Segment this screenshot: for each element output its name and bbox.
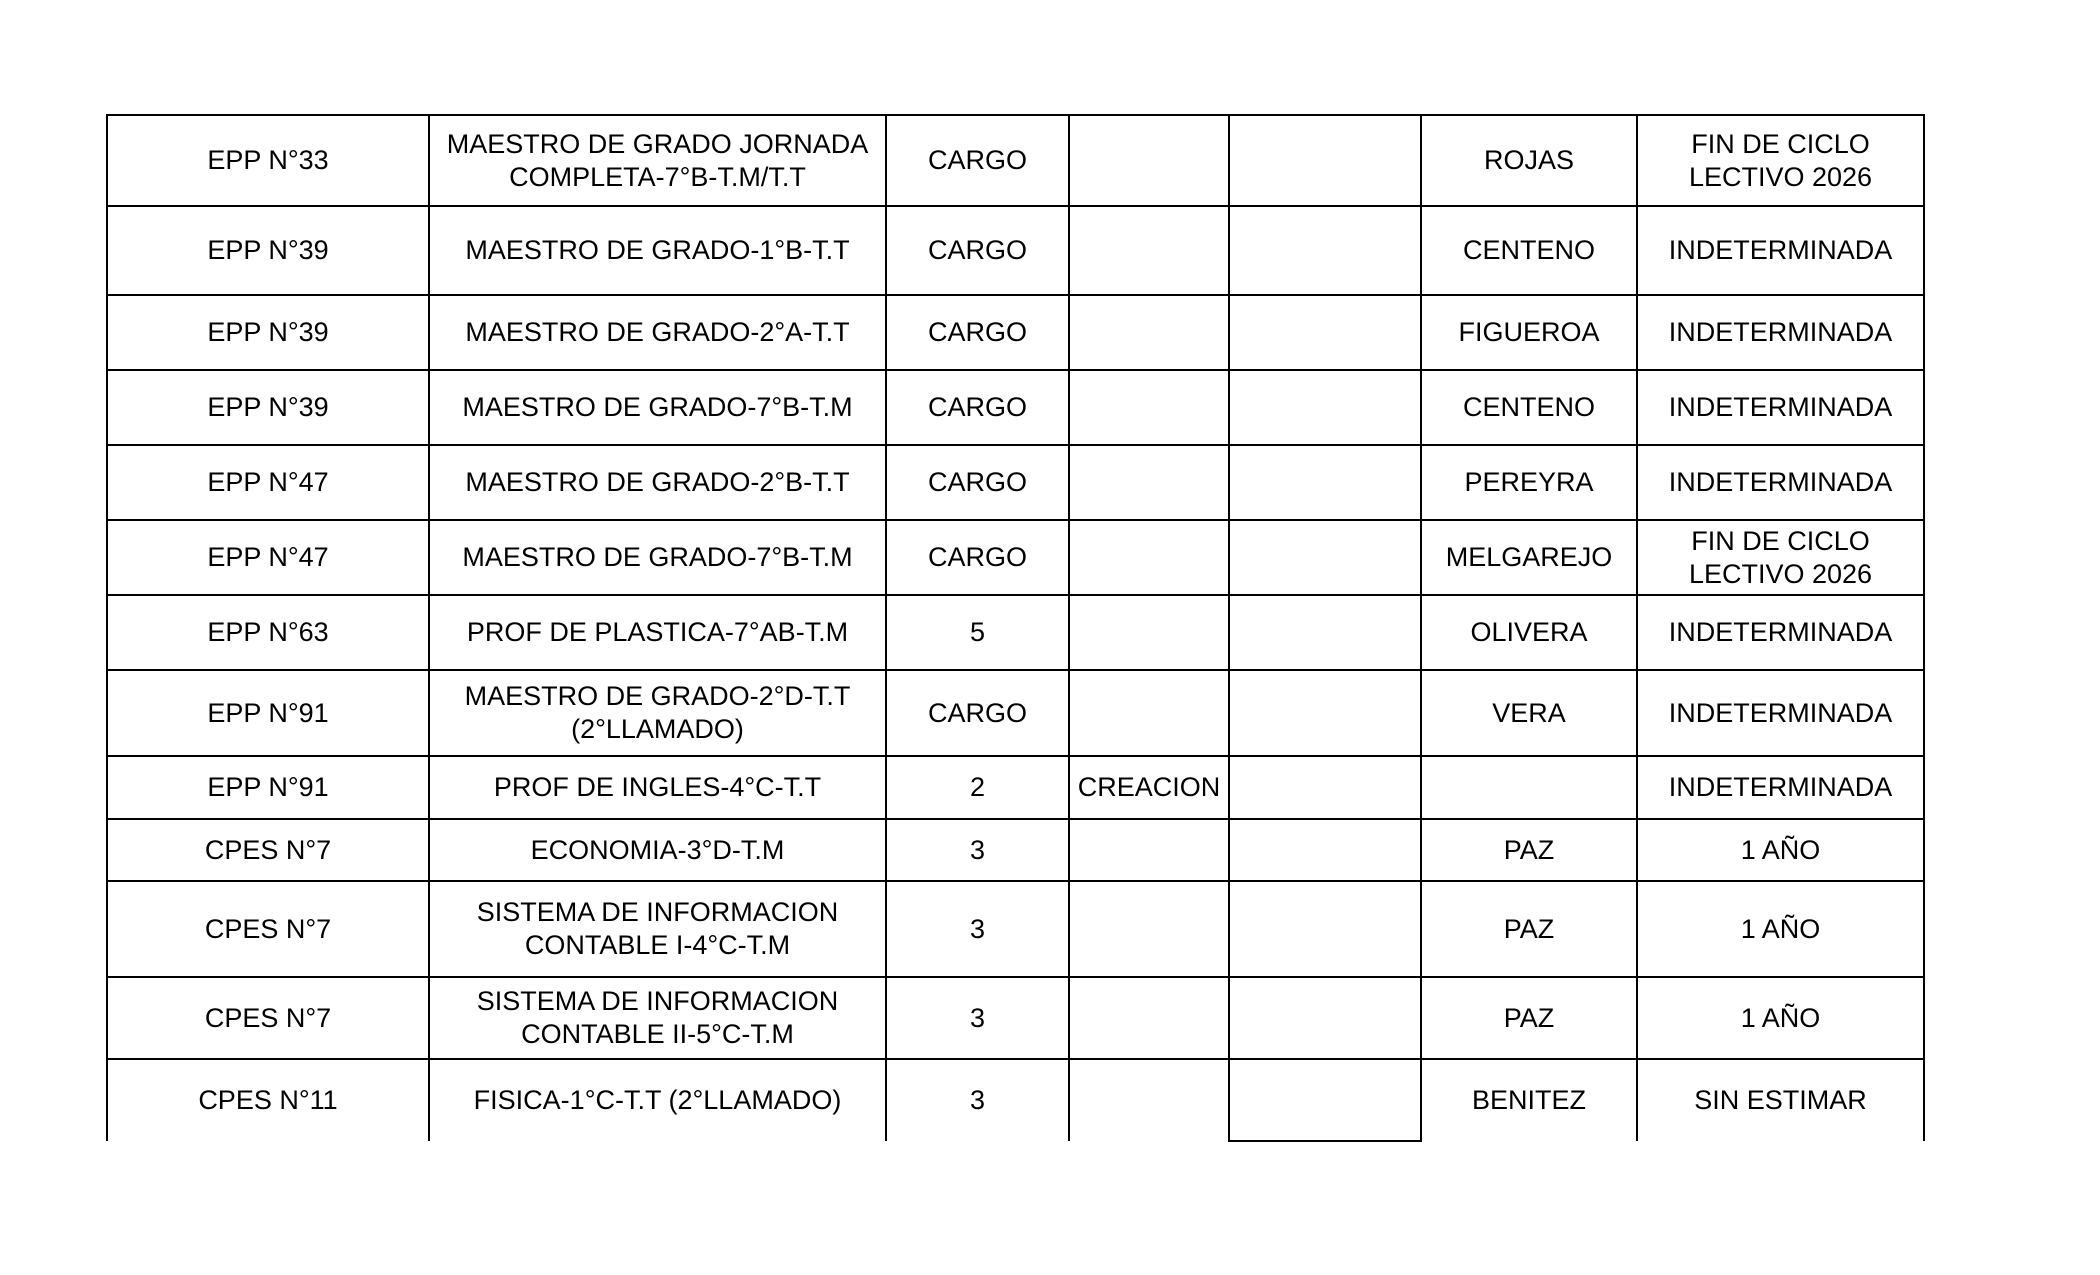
school-cell bbox=[107, 881, 429, 977]
school-cell bbox=[107, 295, 429, 370]
position-cell-text: SISTEMA DE INFORMACION CONTABLE I-4°C-T.M bbox=[476, 897, 839, 960]
hours-cell-text: CARGO bbox=[927, 145, 1027, 175]
duration-cell bbox=[1637, 756, 1924, 819]
duration-cell bbox=[1637, 295, 1924, 370]
holder-cell bbox=[1421, 520, 1637, 595]
school-cell bbox=[107, 670, 429, 756]
table-row bbox=[107, 756, 1924, 819]
position-cell-text: PROF DE INGLES-4°C-T.T bbox=[493, 772, 822, 802]
hours-cell bbox=[886, 595, 1069, 670]
holder-cell-text: ROJAS bbox=[1483, 145, 1575, 175]
hours-cell-text: CARGO bbox=[927, 467, 1027, 497]
holder-cell-text: BENITEZ bbox=[1471, 1085, 1586, 1115]
reason-cell bbox=[1069, 1059, 1229, 1141]
reason-cell bbox=[1069, 977, 1229, 1059]
duration-cell bbox=[1637, 445, 1924, 520]
holder-cell bbox=[1421, 819, 1637, 881]
holder-cell bbox=[1421, 595, 1637, 670]
holder-cell-text: CENTENO bbox=[1462, 392, 1595, 422]
reason-cell bbox=[1069, 206, 1229, 295]
holder-cell bbox=[1421, 115, 1637, 206]
position-cell bbox=[429, 819, 886, 881]
position-cell bbox=[429, 881, 886, 977]
duration-cell-text: FIN DE CICLO LECTIVO 2026 bbox=[1688, 128, 1873, 192]
holder-cell-text: PAZ bbox=[1503, 913, 1555, 944]
blank-cell bbox=[1229, 206, 1421, 295]
position-cell bbox=[429, 445, 886, 520]
duration-cell bbox=[1637, 881, 1924, 977]
school-cell bbox=[107, 595, 429, 670]
blank-cell bbox=[1229, 370, 1421, 445]
hours-cell bbox=[886, 756, 1069, 819]
school-cell bbox=[107, 445, 429, 520]
blank-cell bbox=[1229, 881, 1421, 977]
position-cell-text: MAESTRO DE GRADO-7°B-T.M bbox=[462, 392, 853, 422]
school-cell-text: EPP N°33 bbox=[207, 145, 329, 175]
reason-cell bbox=[1069, 445, 1229, 520]
table-row bbox=[107, 206, 1924, 295]
school-cell-text: EPP N°39 bbox=[207, 392, 329, 422]
hours-cell bbox=[886, 670, 1069, 756]
duration-cell bbox=[1637, 819, 1924, 881]
holder-cell bbox=[1421, 445, 1637, 520]
table-row bbox=[107, 520, 1924, 595]
hours-cell bbox=[886, 881, 1069, 977]
school-cell-text: EPP N°39 bbox=[207, 235, 329, 265]
duration-cell bbox=[1637, 1059, 1924, 1141]
school-cell-text: EPP N°91 bbox=[207, 697, 329, 728]
hours-cell bbox=[886, 819, 1069, 881]
duration-cell-text: INDETERMINADA bbox=[1668, 617, 1893, 647]
vacancy-table bbox=[106, 114, 1925, 1142]
duration-cell-text: INDETERMINADA bbox=[1668, 772, 1893, 802]
table-row bbox=[107, 370, 1924, 445]
reason-cell bbox=[1069, 115, 1229, 206]
blank-cell bbox=[1229, 819, 1421, 881]
position-cell-text: MAESTRO DE GRADO-2°D-T.T (2°LLAMADO) bbox=[464, 681, 851, 744]
position-cell-text: MAESTRO DE GRADO JORNADA COMPLETA-7°B-T.M/T.T bbox=[446, 128, 869, 192]
blank-cell bbox=[1229, 520, 1421, 595]
holder-cell bbox=[1421, 370, 1637, 445]
holder-cell bbox=[1421, 977, 1637, 1059]
position-cell-text: ECONOMIA-3°D-T.M bbox=[530, 834, 785, 865]
position-cell bbox=[429, 206, 886, 295]
duration-cell-text: INDETERMINADA bbox=[1668, 317, 1893, 347]
hours-cell-text: CARGO bbox=[927, 697, 1027, 728]
school-cell-text: EPP N°63 bbox=[207, 617, 329, 647]
position-cell bbox=[429, 977, 886, 1059]
holder-cell-text: FIGUEROA bbox=[1458, 317, 1600, 347]
duration-cell bbox=[1637, 370, 1924, 445]
blank-cell bbox=[1229, 115, 1421, 206]
duration-cell-text: INDETERMINADA bbox=[1668, 467, 1893, 497]
duration-cell-text: SIN ESTIMAR bbox=[1694, 1085, 1867, 1115]
hours-cell-text: 3 bbox=[969, 1085, 986, 1115]
reason-cell bbox=[1069, 756, 1229, 819]
hours-cell-text: 3 bbox=[969, 1002, 986, 1033]
position-cell-text: FISICA-1°C-T.T (2°LLAMADO) bbox=[473, 1085, 842, 1115]
blank-cell bbox=[1229, 670, 1421, 756]
position-cell-text: MAESTRO DE GRADO-7°B-T.M bbox=[462, 542, 853, 572]
reason-cell bbox=[1069, 295, 1229, 370]
reason-cell bbox=[1069, 595, 1229, 670]
school-cell-text: EPP N°91 bbox=[207, 772, 329, 802]
school-cell bbox=[107, 370, 429, 445]
hours-cell bbox=[886, 520, 1069, 595]
holder-cell bbox=[1421, 206, 1637, 295]
duration-cell bbox=[1637, 206, 1924, 295]
blank-cell bbox=[1229, 1059, 1421, 1141]
school-cell bbox=[107, 1059, 429, 1141]
blank-cell bbox=[1229, 445, 1421, 520]
position-cell-text: MAESTRO DE GRADO-2°A-T.T bbox=[465, 317, 850, 347]
duration-cell-text: INDETERMINADA bbox=[1668, 392, 1893, 422]
duration-cell-text: 1 AÑO bbox=[1740, 1002, 1821, 1033]
school-cell bbox=[107, 756, 429, 819]
duration-cell bbox=[1637, 595, 1924, 670]
hours-cell bbox=[886, 977, 1069, 1059]
holder-cell-text: CENTENO bbox=[1462, 235, 1595, 265]
school-cell bbox=[107, 819, 429, 881]
table-row bbox=[107, 115, 1924, 206]
holder-cell bbox=[1421, 670, 1637, 756]
reason-cell bbox=[1069, 819, 1229, 881]
school-cell-text: CPES N°7 bbox=[204, 1002, 332, 1033]
duration-cell-text: INDETERMINADA bbox=[1668, 697, 1893, 728]
school-cell-text: CPES N°11 bbox=[198, 1085, 338, 1115]
holder-cell-text: PAZ bbox=[1503, 834, 1555, 865]
position-cell bbox=[429, 670, 886, 756]
position-cell-text: SISTEMA DE INFORMACION CONTABLE II-5°C-T.M bbox=[476, 986, 839, 1049]
position-cell-text: PROF DE PLASTICA-7°AB-T.M bbox=[466, 617, 849, 647]
position-cell-text: MAESTRO DE GRADO-2°B-T.T bbox=[465, 467, 850, 497]
position-cell bbox=[429, 520, 886, 595]
school-cell-text: EPP N°47 bbox=[207, 542, 329, 572]
holder-cell-text: MELGAREJO bbox=[1445, 542, 1613, 572]
hours-cell bbox=[886, 445, 1069, 520]
table-body bbox=[107, 115, 1924, 1141]
holder-cell-text: VERA bbox=[1492, 697, 1566, 728]
holder-cell bbox=[1421, 295, 1637, 370]
school-cell bbox=[107, 115, 429, 206]
holder-cell bbox=[1421, 1059, 1637, 1141]
holder-cell-text: PEREYRA bbox=[1464, 467, 1594, 497]
holder-cell-text: OLIVERA bbox=[1470, 617, 1588, 647]
blank-cell bbox=[1229, 756, 1421, 819]
school-cell bbox=[107, 520, 429, 595]
position-cell bbox=[429, 115, 886, 206]
school-cell-text: CPES N°7 bbox=[204, 834, 332, 865]
position-cell bbox=[429, 595, 886, 670]
table-row bbox=[107, 1059, 1924, 1141]
hours-cell-text: 3 bbox=[969, 834, 986, 865]
holder-cell bbox=[1421, 881, 1637, 977]
blank-cell bbox=[1229, 977, 1421, 1059]
school-cell bbox=[107, 977, 429, 1059]
blank-cell bbox=[1229, 295, 1421, 370]
hours-cell-text: 3 bbox=[969, 913, 986, 944]
table-row bbox=[107, 881, 1924, 977]
hours-cell-text: CARGO bbox=[927, 392, 1027, 422]
duration-cell bbox=[1637, 520, 1924, 595]
hours-cell bbox=[886, 115, 1069, 206]
hours-cell-text: 5 bbox=[969, 617, 986, 647]
table-row bbox=[107, 595, 1924, 670]
table-row bbox=[107, 819, 1924, 881]
reason-cell bbox=[1069, 881, 1229, 977]
school-cell-text: EPP N°39 bbox=[207, 317, 329, 347]
reason-cell bbox=[1069, 370, 1229, 445]
hours-cell bbox=[886, 370, 1069, 445]
position-cell bbox=[429, 1059, 886, 1141]
duration-cell bbox=[1637, 115, 1924, 206]
position-cell-text: MAESTRO DE GRADO-1°B-T.T bbox=[465, 235, 850, 265]
holder-cell bbox=[1421, 756, 1637, 819]
reason-cell bbox=[1069, 520, 1229, 595]
hours-cell-text: CARGO bbox=[927, 235, 1027, 265]
duration-cell bbox=[1637, 670, 1924, 756]
duration-cell bbox=[1637, 977, 1924, 1059]
hours-cell-text: CARGO bbox=[927, 317, 1027, 347]
position-cell bbox=[429, 370, 886, 445]
duration-cell-text: FIN DE CICLO LECTIVO 2026 bbox=[1688, 525, 1873, 589]
table-row bbox=[107, 977, 1924, 1059]
position-cell bbox=[429, 295, 886, 370]
duration-cell-text: 1 AÑO bbox=[1740, 834, 1821, 865]
table-row bbox=[107, 445, 1924, 520]
hours-cell bbox=[886, 1059, 1069, 1141]
reason-cell-text: CREACION bbox=[1077, 772, 1221, 802]
hours-cell-text: CARGO bbox=[927, 542, 1027, 572]
holder-cell-text: PAZ bbox=[1503, 1002, 1555, 1033]
hours-cell-text: 2 bbox=[969, 772, 986, 802]
duration-cell-text: 1 AÑO bbox=[1740, 913, 1821, 944]
school-cell-text: EPP N°47 bbox=[207, 467, 329, 497]
reason-cell bbox=[1069, 670, 1229, 756]
table-row bbox=[107, 295, 1924, 370]
blank-cell bbox=[1229, 595, 1421, 670]
school-cell bbox=[107, 206, 429, 295]
table-row bbox=[107, 670, 1924, 756]
duration-cell-text: INDETERMINADA bbox=[1668, 235, 1893, 265]
school-cell-text: CPES N°7 bbox=[204, 913, 332, 944]
hours-cell bbox=[886, 295, 1069, 370]
position-cell bbox=[429, 756, 886, 819]
hours-cell bbox=[886, 206, 1069, 295]
